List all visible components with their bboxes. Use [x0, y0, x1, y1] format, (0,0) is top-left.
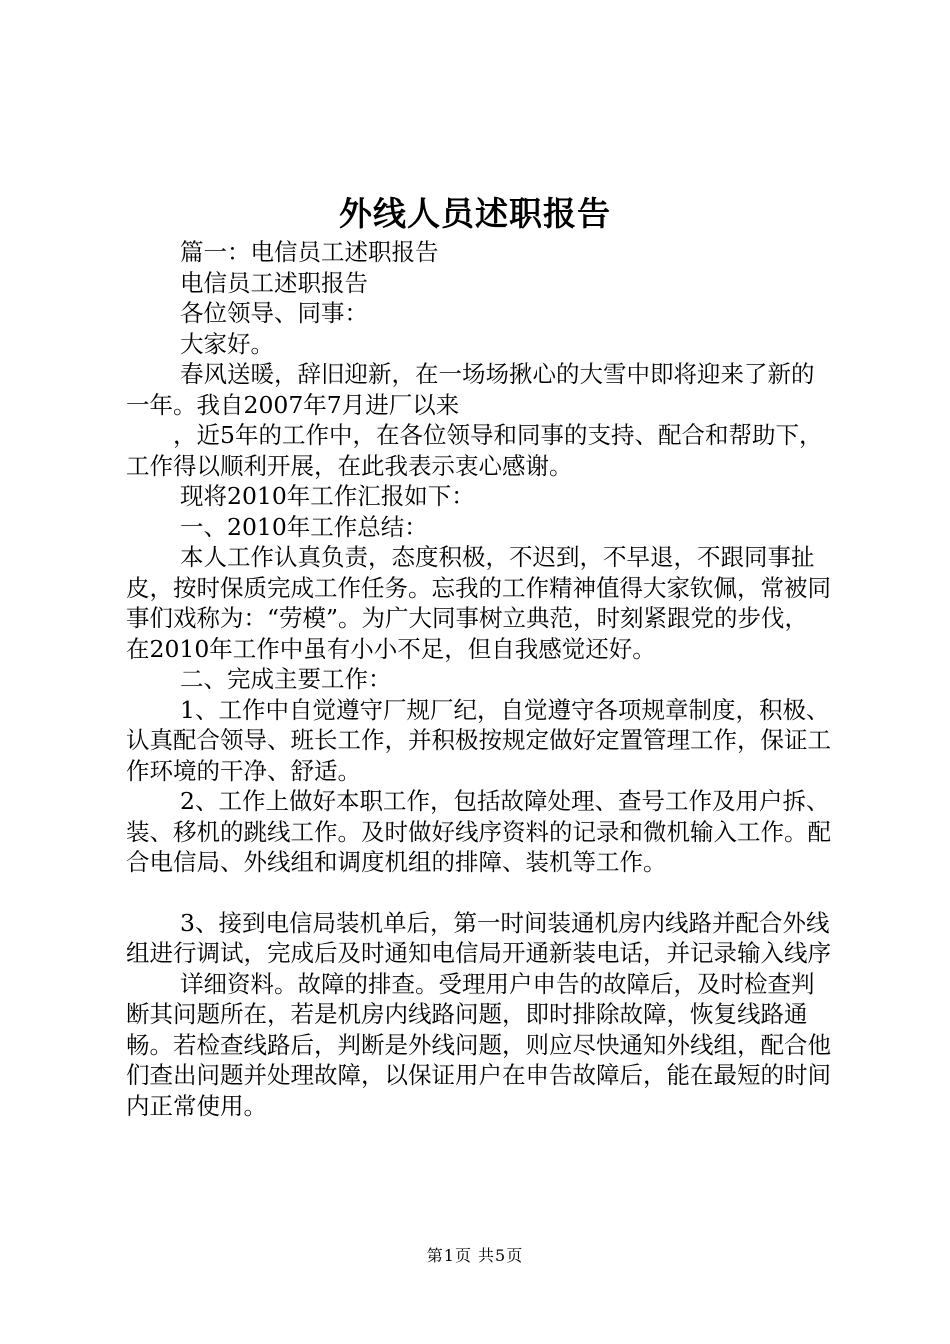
paragraph: 2、工作上做好本职工作，包括故障处理、查号工作及用户拆、装、移机的跳线工作。及时做好线序资料的记录和微机输入工作。配合电信局、外线组和调度机组的排障、装机等工作。 — [126, 787, 831, 876]
page-number-footer: 第1页 共5页 — [426, 1246, 524, 1265]
paragraph: 本人工作认真负责，态度积极，不迟到，不早退，不跟同事扯皮，按时保质完成工作任务。忘我的工作精神值得大家钦佩，常被同事们戏称为：“劳模”。为广大同事树立典范，时刻紧跟党的步伐，在2010年工作中虽有小小不足，但自我感觉还好。 — [126, 543, 831, 663]
paragraph: 春风送暖，辞旧迎新，在一场场揪心的大雪中即将迎来了新的一年。我自2007年7月进厂以来 — [126, 360, 815, 419]
paragraph: 3、接到电信局装机单后，第一时间装通机房内线路并配合外线组进行调试，完成后及时通知电信局开通新装电话，并记录输入线序 — [126, 908, 831, 967]
document-body — [126, 237, 831, 1121]
paragraph: 1、工作中自觉遵守厂规厂纪，自觉遵守各项规章制度，积极、认真配合领导、班长工作，并积极按规定做好定置管理工作，保证工作环境的干净、舒适。 — [126, 695, 831, 785]
paragraph: 大家好。 — [180, 329, 274, 358]
document-title: 外线人员述职报告 — [339, 194, 611, 233]
paragraph-gap — [126, 878, 831, 908]
paragraph: ，近5年的工作中，在各位领导和同事的支持、配合和帮助下，工作得以顺利开展，在此我表示衷心感谢。 — [126, 421, 823, 480]
paragraph: 现将2010年工作汇报如下： — [180, 482, 475, 510]
paragraph: 篇一：电信员工述职报告 — [180, 238, 439, 266]
paragraph: 一、2010年工作总结： — [180, 512, 428, 541]
paragraph: 电信员工述职报告 — [180, 268, 368, 297]
paragraph: 二、完成主要工作： — [180, 665, 392, 693]
paragraph: 各位领导、同事： — [180, 299, 368, 327]
paragraph: 详细资料。故障的排查。受理用户申告的故障后，及时检查判断其问题所在，若是机房内线路问题，即时排除故障，恢复线路通畅。若检查线路后，判断是外线问题，则应尽快通知外线组，配合他们查出问题并处理故障，以保证用户在申告故障后，能在最短的时间内正常使用。 — [126, 969, 831, 1120]
